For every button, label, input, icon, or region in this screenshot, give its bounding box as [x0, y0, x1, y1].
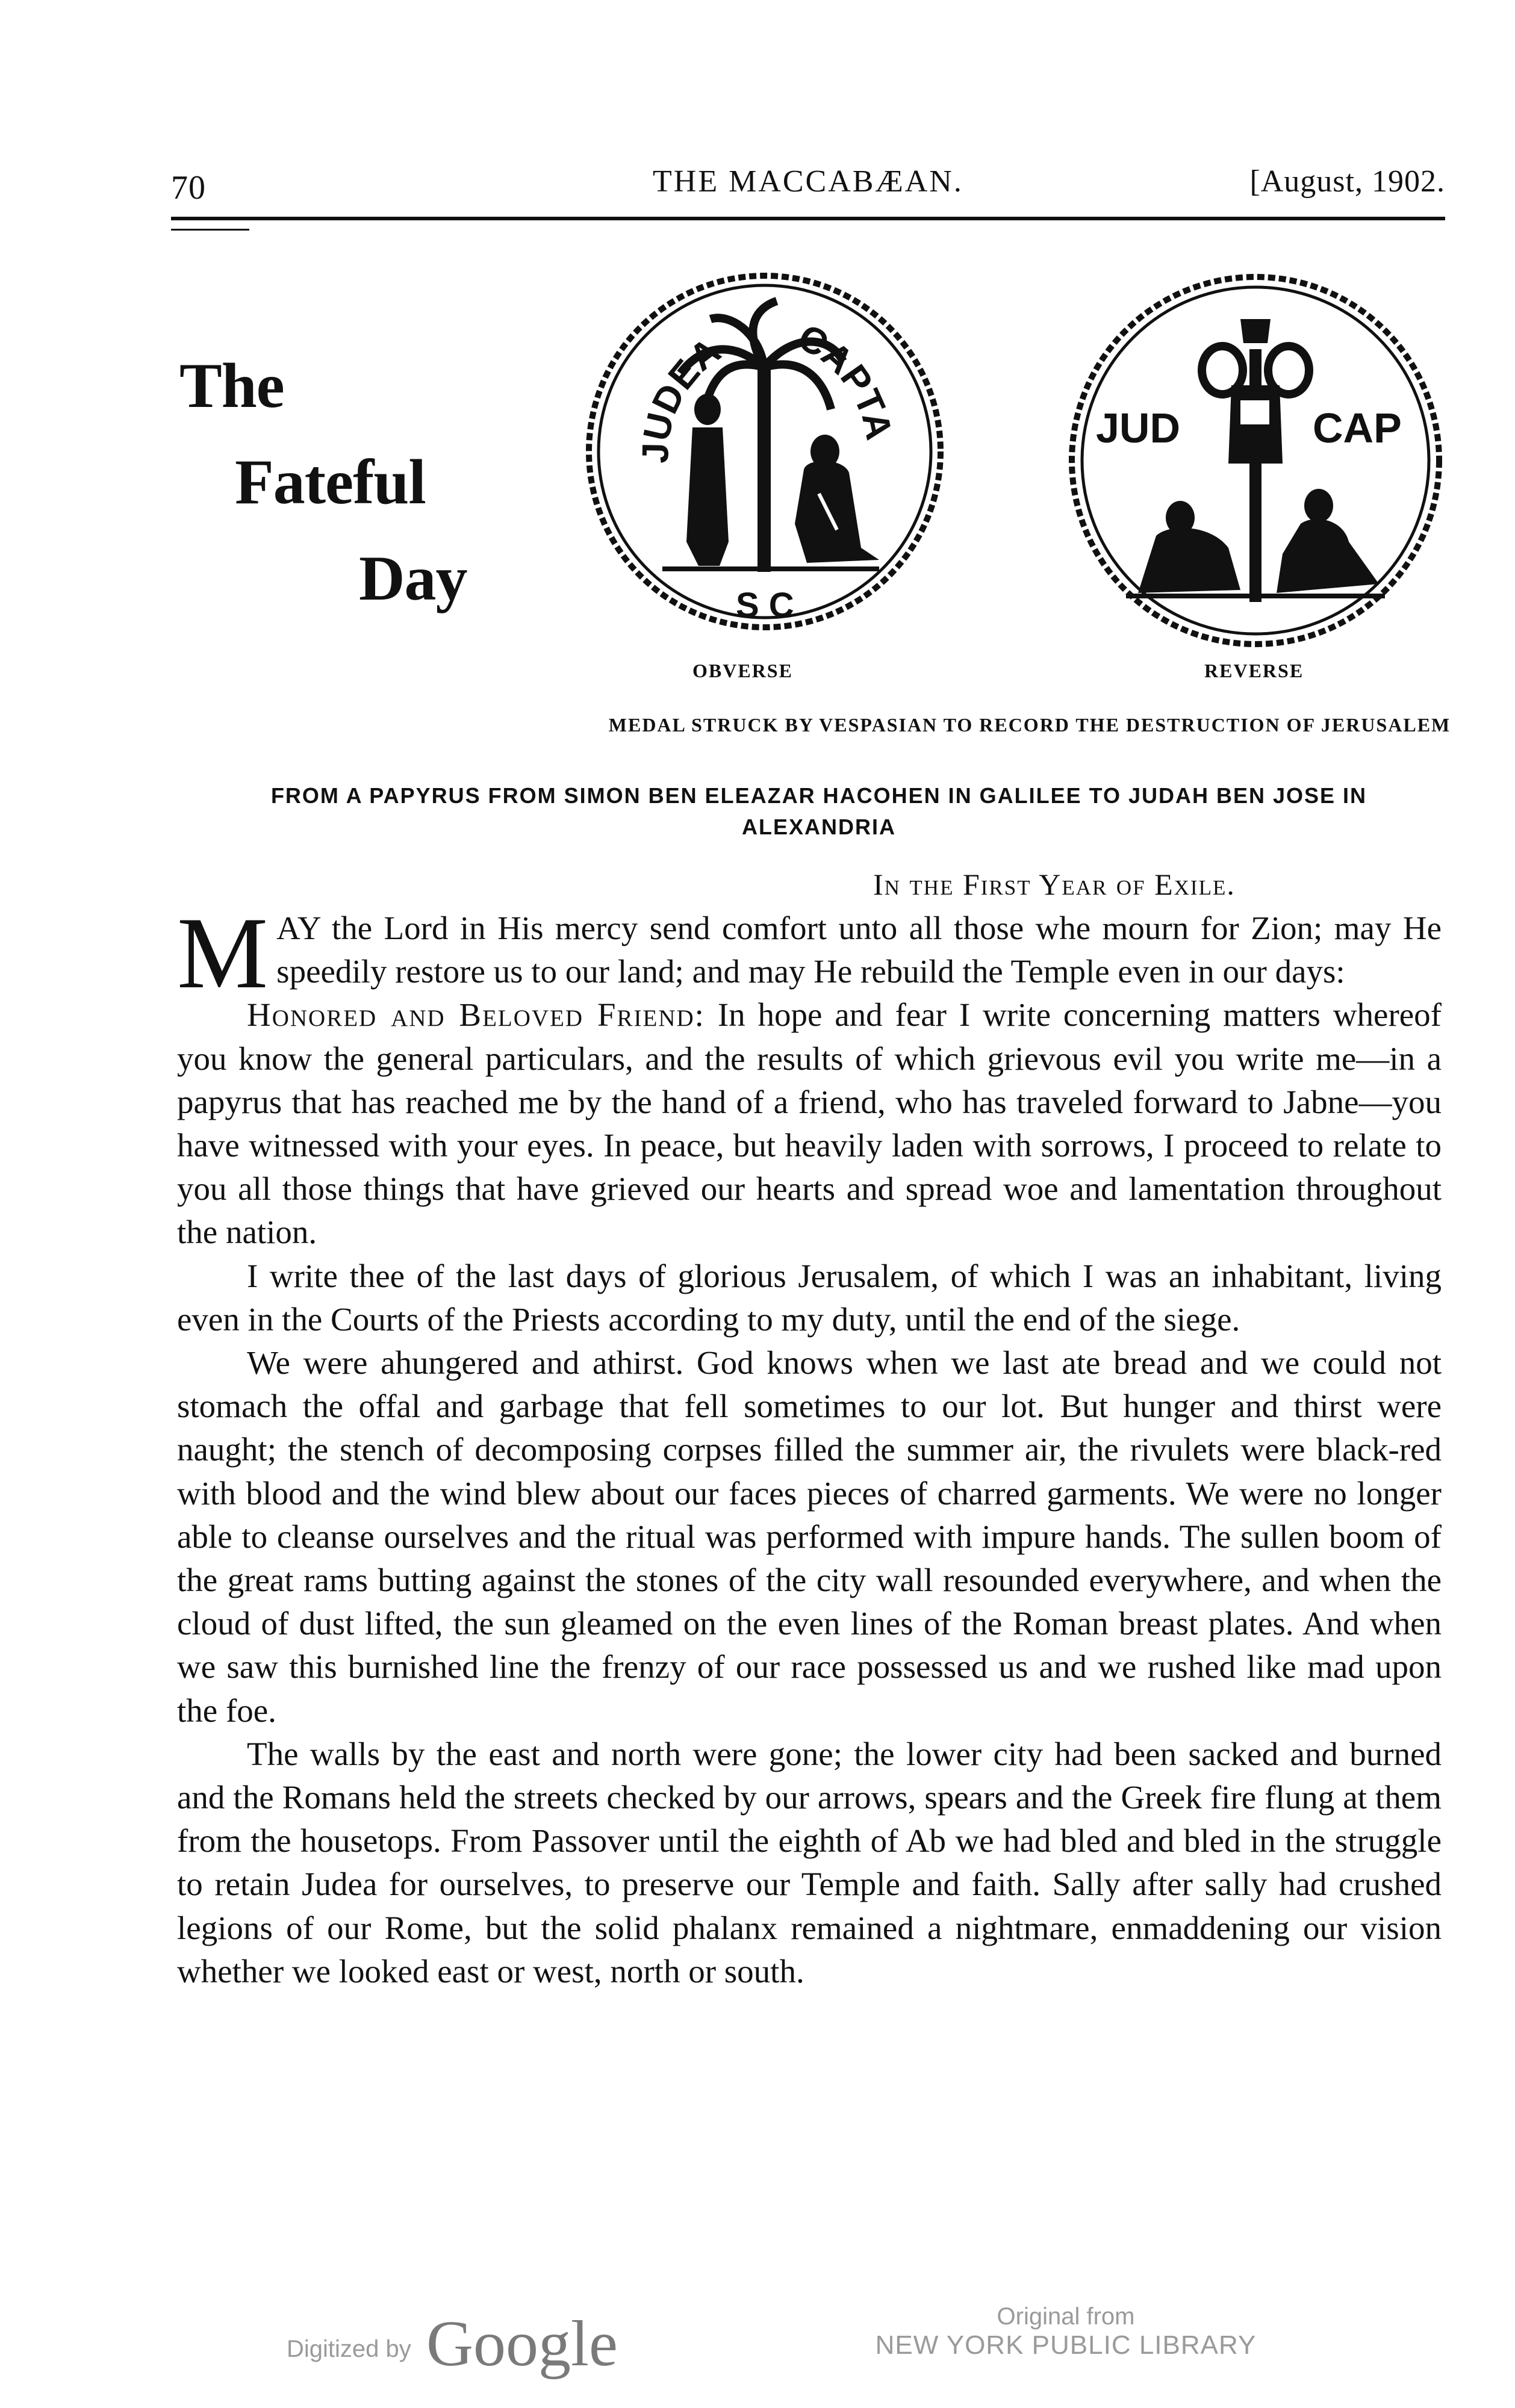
paragraph-2 — [177, 993, 1442, 1254]
page-number: 70 — [171, 169, 206, 206]
running-header — [171, 164, 1445, 206]
issue-date: [August, 1902. — [1249, 164, 1445, 199]
library-name: NEW YORK PUBLIC LIBRARY — [875, 2330, 1257, 2360]
article-title-line-1: The — [179, 350, 284, 421]
digitized-by-text: Digitized by — [287, 2336, 411, 2362]
article-title-line-3: Day — [359, 543, 467, 613]
obverse-inscription-left: JUDEA — [635, 330, 729, 464]
obverse-inscription-right: CAPTA — [791, 316, 900, 444]
papyrus-heading: FROM A PAPYRUS FROM SIMON BEN ELEAZAR HACOHEN IN GALILEE TO JUDAH BEN JOSE IN ALEXANDRIA — [270, 783, 1367, 839]
library-attribution — [867, 2303, 1265, 2360]
exile-dateline: In the First Year of Exile. — [873, 867, 1236, 901]
article-title-line-2: Fateful — [235, 447, 426, 517]
magazine-title: THE MACCABÆAN. — [653, 164, 963, 199]
reverse-inscription-left: JUD — [1096, 405, 1181, 452]
google-logo: Google — [426, 2308, 618, 2380]
header-rule — [171, 217, 1445, 220]
salutation: Honored and Beloved Friend: — [247, 996, 705, 1034]
paragraph-3: I write thee of the last days of glorious Jerusalem, of which I was an inhabitant, living even in the Courts of the Priests according to my duty, until the end of the siege. — [177, 1257, 1442, 1338]
medal-caption: MEDAL STRUCK BY VESPASIAN TO RECORD THE DESTRUCTION OF JERUSALEM — [608, 714, 1451, 736]
obverse-label: OBVERSE — [692, 660, 793, 681]
paragraph-1 — [177, 896, 1442, 1010]
paragraph-4: We were ahungered and athirst. God knows when we last ate bread and we could not stomach the offal and garbage that fell sometimes to our lot. But hunger and thirst were naught; the stench of decomposing corpses filled the summer air, the rivulets were black-red with blood and the wind blew about our faces pieces of charred garments. We were no longer able to cleanse ourselves and the ritual was performed with impure hands. The sullen boom of the great rams butting against the stones of the city wall resounded everywhere, and when the cloud of dust lifted, the sun gleamed on the even lines of the Roman breast plates. And when we saw this burnished line the frenzy of our race possessed us and we rushed like mad upon the foe. — [177, 1344, 1442, 1729]
article-body — [177, 896, 1442, 1993]
reverse-medal-image — [1060, 265, 1451, 656]
page-number-underline — [171, 229, 249, 231]
reverse-inscription-right: CAP — [1313, 405, 1402, 452]
drop-cap: M — [177, 896, 269, 1010]
paragraph-1-text: AY the Lord in His mercy send comfort unto all those whe mourn for Zion; may He speedily restore us to our land; and may He rebuild the Temple even in our days: — [276, 910, 1442, 990]
original-from-text: Original from — [997, 2303, 1135, 2330]
reverse-label: REVERSE — [1204, 660, 1304, 681]
paragraph-5: The walls by the east and north were gone; the lower city had been sacked and burned and the Romans held the streets checked by our arrows, spears and the Greek fire flung at them from the housetops. From Passover until the eighth of Ab we had bled and bled in the struggle to retain Judea for ourselves, to preserve our Temple and faith. Sally after sally had crushed legions of our Rome, but the solid phalanx remained a nightmare, enmaddening our vision whether we looked east or west, north or south. — [177, 1735, 1442, 1990]
obverse-medal-image — [578, 265, 951, 638]
paragraph-2-text: In hope and fear I write concerning matters whereof you know the general particulars, and the results of which grievous evil you write me—in a papyrus that has reached me by the hand of a friend, who has traveled forward to Jabne—you have witnessed with your eyes. In peace, but heavily laden with sorrows, I proceed to relate to you all those things that have grieved our hearts and spread woe and lamentation throughout the nation. — [177, 996, 1442, 1251]
obverse-sc-mark: S C — [736, 586, 794, 625]
